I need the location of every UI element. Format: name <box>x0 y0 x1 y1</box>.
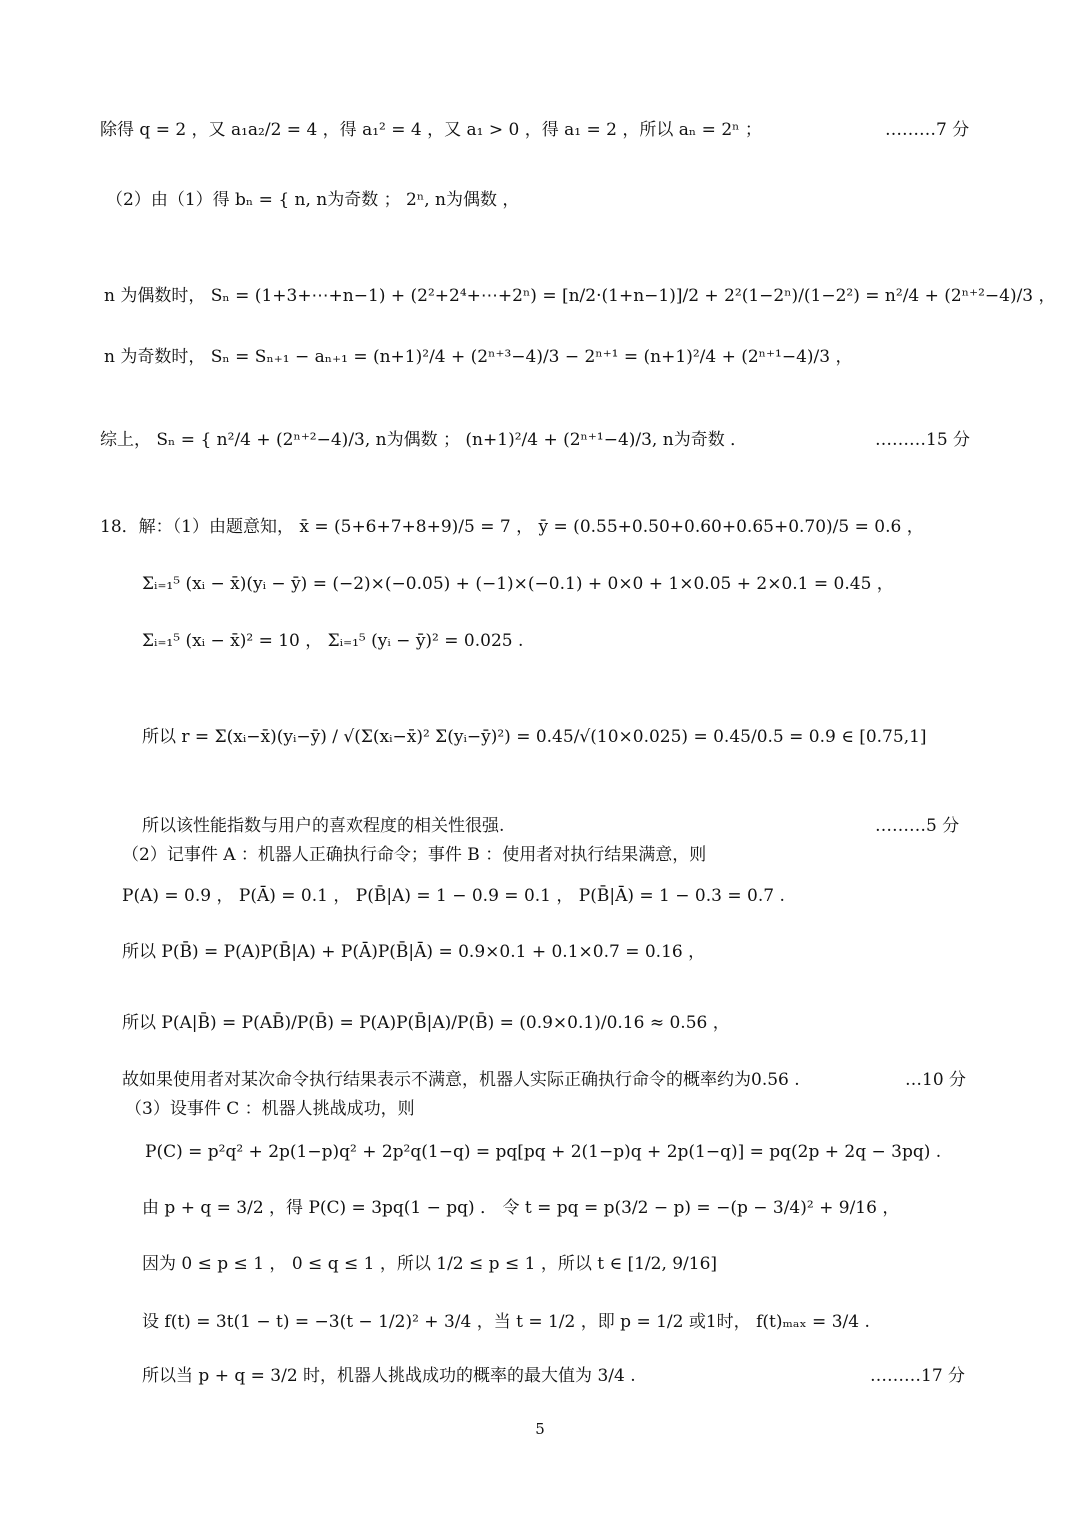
score-15: ………15 分 <box>875 430 971 450</box>
text-line-16: （3）设事件 C ：机器人挑战成功，则 <box>125 1099 415 1119</box>
text-line-12: P(A) = 0.9 ， P(Ā) = 0.1 ， P(B̄|A) = 1 − 0.9 = 0.1 ， P(B̄|Ā) = 1 − 0.3 = 0.7 . <box>122 886 785 906</box>
text-line-21: 所以当 p + q = 3/2 时，机器人挑战成功的概率的最大值为 3/4 . <box>142 1366 636 1386</box>
text-line-19: 因为 0 ≤ p ≤ 1 ， 0 ≤ q ≤ 1 ，所以 1/2 ≤ p ≤ 1 ，所以 t ∈ [1/2, 9/16] <box>142 1254 718 1274</box>
score-10: …10 分 <box>905 1070 967 1090</box>
text-line-2: （2）由（1）得 bₙ = { n, n为奇数 ； 2ⁿ, n为偶数 ， <box>106 190 520 210</box>
score-17: ………17 分 <box>870 1366 966 1386</box>
text-line-4: n 为奇数时， Sₙ = Sₙ₊₁ − aₙ₊₁ = (n+1)²/4 + (2ⁿ⁺³−4)/3 − 2ⁿ⁺¹ = (n+1)²/4 + (2ⁿ⁺¹−4)/3 ， <box>104 347 853 367</box>
text-line-14: 所以 P(A|B̄) = P(AB̄)/P(B̄) = P(A)P(B̄|A)/P(B̄) = (0.9×0.1)/0.16 ≈ 0.56 ， <box>122 1013 730 1033</box>
text-line-17: P(C) = p²q² + 2p(1−p)q² + 2p²q(1−q) = pq[pq + 2(1−p)q + 2p(1−q)] = pq(2p + 2q − 3pq) . <box>145 1142 942 1162</box>
text-line-7: Σᵢ₌₁⁵ (xᵢ − x̄)(yᵢ − ȳ) = (−2)×(−0.05) + (−1)×(−0.1) + 0×0 + 1×0.05 + 2×0.1 = 0.45 ， <box>142 574 894 594</box>
page-number: 5 <box>535 1420 545 1438</box>
text-line-15: 故如果使用者对某次命令执行结果表示不满意，机器人实际正确执行命令的概率约为0.56 . <box>122 1070 800 1090</box>
text-line-13: 所以 P(B̄) = P(A)P(B̄|A) + P(Ā)P(B̄|Ā) = 0.9×0.1 + 0.1×0.7 = 0.16 ， <box>122 942 706 962</box>
text-line-6: 18．解：（1）由题意知， x̄ = (5+6+7+8+9)/5 = 7 ， ȳ = (0.55+0.50+0.60+0.65+0.70)/5 = 0.6 ， <box>100 517 924 537</box>
score-7: ………7 分 <box>885 120 970 140</box>
text-line-1: 除得 q = 2 ，又 a₁a₂/2 = 4 ，得 a₁² = 4 ，又 a₁ > 0 ，得 a₁ = 2 ，所以 aₙ = 2ⁿ ； <box>100 120 762 140</box>
text-line-8: Σᵢ₌₁⁵ (xᵢ − x̄)² = 10 ， Σᵢ₌₁⁵ (yᵢ − ȳ)² = 0.025 . <box>142 631 524 651</box>
text-line-20: 设 f(t) = 3t(1 − t) = −3(t − 1/2)² + 3/4 ，当 t = 1/2 ，即 p = 1/2 或1时， f(t)ₘₐₓ = 3/4 . <box>142 1312 870 1332</box>
text-line-3: n 为偶数时， Sₙ = (1+3+⋯+n−1) + (2²+2⁴+⋯+2ⁿ) = [n/2·(1+n−1)]/2 + 2²(1−2ⁿ)/(1−2²) = n²/4 + (2ⁿ⁺²−4)/3 ， <box>104 286 1056 306</box>
text-line-11: （2）记事件 A ：机器人正确执行命令；事件 B ：使用者对执行结果满意，则 <box>122 845 707 865</box>
text-line-18: 由 p + q = 3/2 ，得 P(C) = 3pq(1 − pq) ． 令 t = pq = p(3/2 − p) = −(p − 3/4)² + 9/16 ， <box>142 1198 900 1218</box>
text-line-5: 综上， Sₙ = { n²/4 + (2ⁿ⁺²−4)/3, n为偶数 ； (n+1)²/4 + (2ⁿ⁺¹−4)/3, n为奇数 ． <box>100 430 748 450</box>
text-line-9: 所以 r = Σ(xᵢ−x̄)(yᵢ−ȳ) / √(Σ(xᵢ−x̄)² Σ(yᵢ−ȳ)²) = 0.45/√(10×0.025) = 0.45/0.5 = 0.9 ∈ [0.75,1] <box>142 727 927 747</box>
score-5: ………5 分 <box>875 816 960 836</box>
text-line-10: 所以该性能指数与用户的喜欢程度的相关性很强. <box>142 816 505 836</box>
